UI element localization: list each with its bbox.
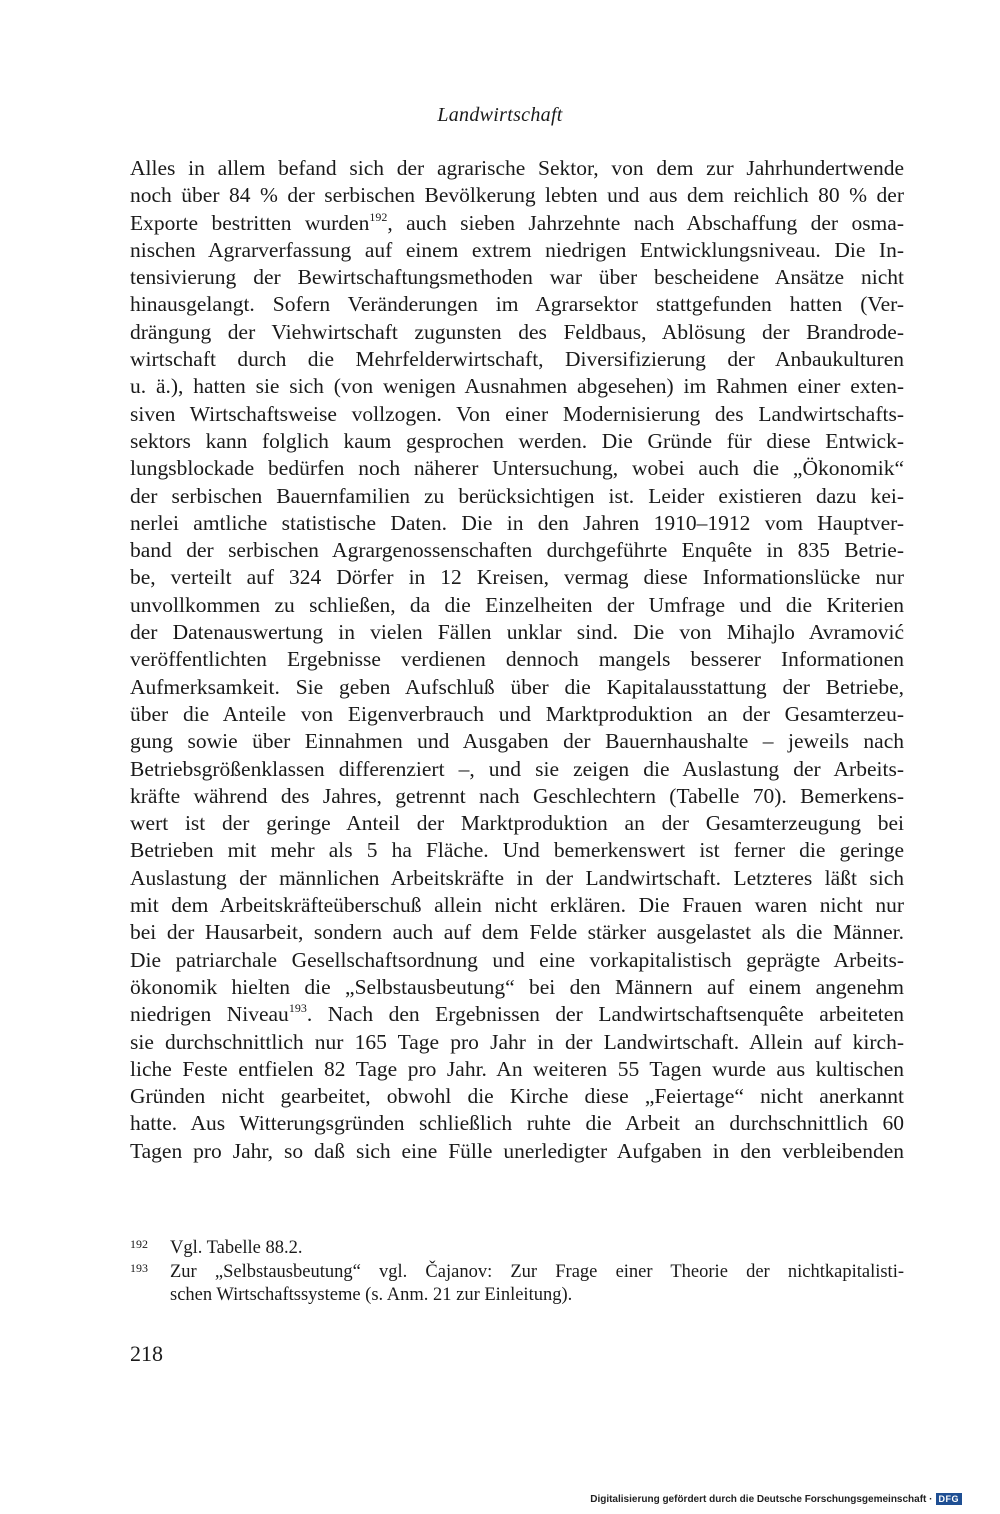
text-line: über die Anteile von Eigenverbrauch und Marktproduktion an der Gesamterzeu- <box>130 701 904 726</box>
text-line: gung sowie über Einnahmen und Ausgaben der Bauernhaushalte – jeweils nach <box>130 729 904 754</box>
text-line: Auslastung der männlichen Arbeitskräfte in der Landwirtschaft. Letzteres läßt sich <box>130 865 904 890</box>
text-line: lungsblockade bedürfen noch näherer Untersuchung, wobei auch die „Ökonomik“ <box>130 456 904 481</box>
page-number: 218 <box>130 1341 163 1366</box>
text-line: Die patriarchale Gesellschaftsordnung und eine vorkapitalistisch geprägte Arbeits- <box>130 947 904 972</box>
text-line: mit dem Arbeitskräfteüberschuß allein nicht erklären. Die Frauen waren nicht nur <box>130 893 904 918</box>
text-line: der serbischen Bauernfamilien zu berücksichtigen ist. Leider existieren dazu kei- <box>130 483 904 508</box>
footnotes <box>130 1237 904 1308</box>
digitization-credit <box>590 1493 962 1505</box>
text-line: kräfte während des Jahres, getrennt nach Geschlechtern (Tabelle 70). Bemerkens- <box>130 783 904 808</box>
text-line: Gründen nicht gearbeitet, obwohl die Kirche diese „Feiertage“ nicht anerkannt <box>130 1084 904 1109</box>
text-line: noch über 84 % der serbischen Bevölkerung lebten und aus dem reichlich 80 % der <box>130 183 904 208</box>
footnote-reference[interactable]: 193 <box>288 1001 307 1016</box>
text-line: Betriebsgrößenklassen differenziert –, und sie zeigen die Auslastung der Arbeits- <box>130 756 904 781</box>
text-line <box>130 210 904 237</box>
text-segment: . Nach den Ergebnissen der Landwirtschaftsenquête arbeiteten <box>306 1002 905 1027</box>
text-line: der Datenauswertung in vielen Fällen unklar sind. Die von Mihajlo Avramović <box>130 620 904 645</box>
footnote: 193 Zur „Selbstausbeutung“ vgl. Čajanov: Zur Frage einer Theorie der nichtkapitalisti- <box>130 1260 904 1282</box>
text-line: liche Feste entfielen 82 Tage pro Jahr. An weiteren 55 Tagen wurde aus kultischen <box>130 1056 904 1081</box>
text-line: sie durchschnittlich nur 165 Tage pro Jahr in der Landwirtschaft. Allein auf kirch- <box>130 1029 904 1054</box>
running-head: Landwirtschaft <box>437 104 563 126</box>
footnote-reference[interactable]: 192 <box>369 209 388 224</box>
footnote-continuation: schen Wirtschaftssysteme (s. Anm. 21 zur Einleitung). <box>170 1285 573 1305</box>
body-text <box>130 155 904 1165</box>
footnote-text: Zur „Selbstausbeutung“ vgl. Čajanov: Zur Frage einer Theorie der nichtkapitalisti- <box>170 1261 904 1282</box>
text-line: hatte. Aus Witterungsgründen schließlich ruhte die Arbeit an durchschnittlich 60 <box>130 1111 904 1136</box>
text-segment: Exporte bestritten wurden <box>130 210 370 235</box>
text-line: Alles in allem befand sich der agrarische Sektor, von dem zur Jahrhundertwende <box>130 156 904 180</box>
footnote: 192 Vgl. Tabelle 88.2. <box>130 1237 303 1258</box>
credit-text: Digitalisierung gefördert durch die Deutsche Forschungsgemeinschaft · <box>590 1493 933 1505</box>
text-line: drängung der Viehwirtschaft zugunsten des Feldbaus, Ablösung der Brandrode- <box>130 319 904 344</box>
text-segment: niedrigen Niveau <box>130 1002 289 1027</box>
text-line: Tagen pro Jahr, so daß sich eine Fülle unerledigter Aufgaben in den verbleibenden <box>130 1138 904 1163</box>
text-line: hinausgelangt. Sofern Veränderungen im Agrarsektor stattgefunden hatten (Ver- <box>130 292 904 317</box>
text-line: nerlei amtliche statistische Daten. Die in den Jahren 1910–1912 vom Hauptver- <box>130 510 904 535</box>
text-line: veröffentlichten Ergebnisse verdienen dennoch mangels besserer Informationen <box>130 647 904 672</box>
text-line: tensivierung der Bewirtschaftungsmethoden war über bescheidene Ansätze nicht <box>130 265 904 290</box>
text-line: ökonomik hielten die „Selbstausbeutung“ bei den Männern auf einem angenehm <box>130 974 904 999</box>
text-line: wirtschaft durch die Mehrfelderwirtschaft, Diversifizierung der Anbaukulturen <box>130 347 904 372</box>
text-line: bei der Hausarbeit, sondern auch auf dem Felde stärker ausgelastet als die Männer. <box>130 920 904 945</box>
text-line: Aufmerksamkeit. Sie geben Aufschluß über die Kapitalausstattung der Betriebe, <box>130 674 904 699</box>
text-line: wert ist der geringe Anteil der Marktproduktion an der Gesamterzeugung bei <box>130 811 904 836</box>
text-line: Betrieben mit mehr als 5 ha Fläche. Und bemerkenswert ist ferner die geringe <box>130 838 904 863</box>
text-line: unvollkommen zu schließen, da die Einzelheiten der Umfrage und die Kriterien <box>130 592 904 617</box>
text-segment: , auch sieben Jahrzehnte nach Abschaffung der osma- <box>387 210 904 235</box>
footnote-text: Vgl. Tabelle 88.2. <box>170 1238 303 1258</box>
text-line: band der serbischen Agrargenossenschaften durchgeführte Enquête in 835 Betrie- <box>130 538 904 563</box>
text-line: sektors kann folglich kaum gesprochen werden. Die Gründe für diese Entwick- <box>130 428 904 453</box>
dfg-logo-icon: DFG <box>936 1493 963 1505</box>
text-line <box>130 1001 904 1028</box>
text-line: u. ä.), hatten sie sich (von wenigen Ausnahmen abgesehen) im Rahmen einer exten- <box>130 374 904 399</box>
text-line: nischen Agrarverfassung auf einem extrem niedrigen Entwicklungsniveau. Die In- <box>130 237 904 262</box>
text-line: be, verteilt auf 324 Dörfer in 12 Kreisen, vermag diese Informationslücke nur <box>130 565 904 590</box>
text-line: siven Wirtschaftsweise vollzogen. Von einer Modernisierung des Landwirtschafts- <box>130 401 904 426</box>
